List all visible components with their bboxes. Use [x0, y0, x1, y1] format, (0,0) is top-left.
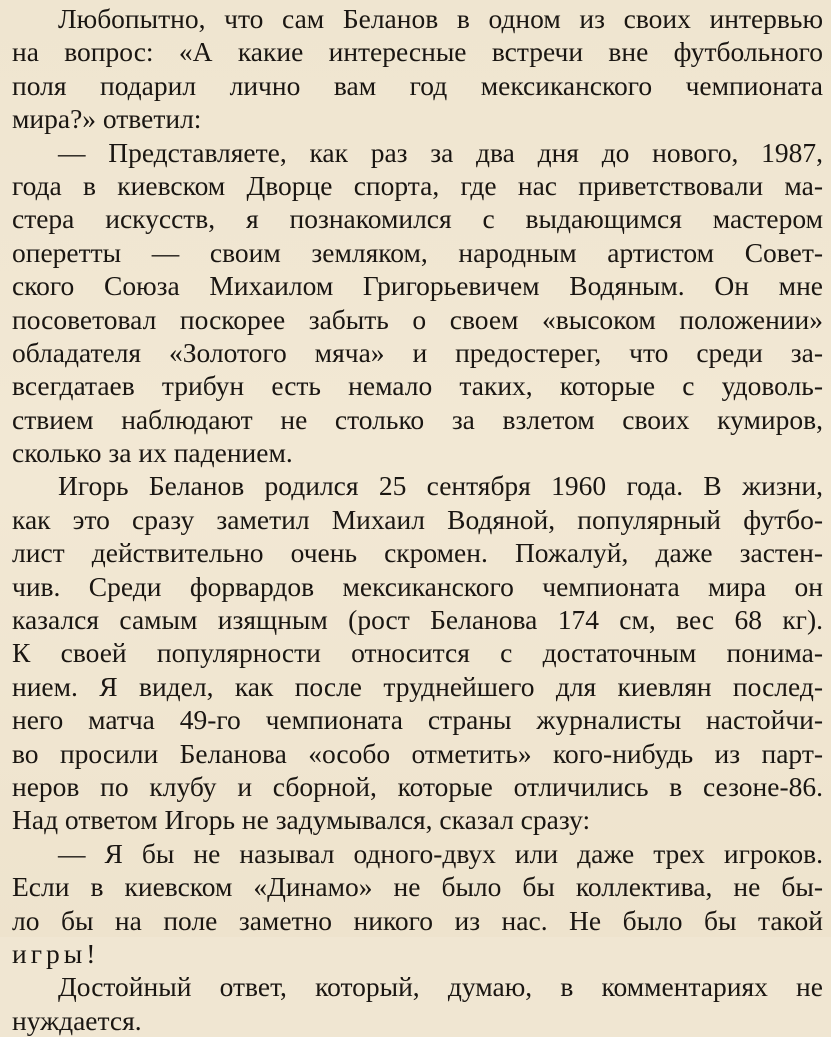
text-line: неров по клубу и сборной, которые отличились в сезоне-86.: [12, 770, 823, 802]
text-line: Над ответом Игорь не задумывался, сказал сразу:: [12, 804, 591, 836]
text-line: игры!: [12, 937, 100, 969]
text-line: всегдатаев трибун есть немало таких, которые с удоволь-: [12, 370, 823, 402]
text-line: нуждается.: [12, 1004, 142, 1036]
text-line: Если в киевском «Динамо» не было бы коллектива, не бы-: [12, 871, 823, 903]
text-line: чив. Среди форвардов мексиканского чемпионата мира он: [12, 570, 823, 602]
text-line: посоветовал поскорее забыть о своем «высоком положении»: [12, 303, 823, 335]
text-line: стера искусств, я познакомился с выдающимся мастером: [12, 203, 823, 235]
text-line: обладателя «Золотого мяча» и предостерег, что среди за-: [12, 336, 823, 368]
text-line: оперетты — своим земляком, народным артистом Совет-: [12, 236, 823, 268]
text-line: К своей популярности относится с достаточным понима-: [12, 637, 823, 669]
text-line: нием. Я видел, как после труднейшего для киевлян послед-: [12, 670, 823, 702]
text-line: ского Союза Михаилом Григорьевичем Водяным. Он мне: [12, 270, 823, 302]
text-line: Достойный ответ, который, думаю, в комментариях не: [58, 971, 823, 1003]
text-line: во просили Беланова «особо отметить» кого-нибудь из парт-: [12, 737, 823, 769]
text-line: Любопытно, что сам Беланов в одном из своих интервью: [58, 3, 823, 34]
text-line: лист действительно очень скромен. Пожалуй, даже застен-: [12, 537, 823, 569]
text-line: мира?» ответил:: [12, 103, 202, 135]
text-line: Игорь Беланов родился 25 сентября 1960 года. В жизни,: [58, 470, 823, 502]
text-body: [12, 2, 823, 1037]
text-line: года в киевском Дворце спорта, где нас приветствовали ма-: [12, 169, 823, 201]
text-line: поля подарил лично вам год мексиканского чемпионата: [12, 69, 823, 101]
text-line: — Представляете, как раз за два дня до нового, 1987,: [58, 136, 823, 168]
text-line: — Я бы не называл одного-двух или даже трех игроков.: [58, 837, 823, 869]
text-line: ствием наблюдают не столько за взлетом своих кумиров,: [12, 403, 823, 435]
text-line: сколько за их падением.: [12, 437, 293, 469]
text-line: него матча 49-го чемпионата страны журналисты настойчи-: [12, 704, 823, 736]
text-line: на вопрос: «А какие интересные встречи вне футбольного: [12, 36, 823, 68]
text-line: казался самым изящным (рост Беланова 174 см, вес 68 кг).: [12, 604, 823, 636]
text-line: ло бы на поле заметно никого из нас. Не было бы такой: [12, 904, 823, 936]
text-line: как это сразу заметил Михаил Водяной, популярный футбо-: [12, 503, 823, 535]
